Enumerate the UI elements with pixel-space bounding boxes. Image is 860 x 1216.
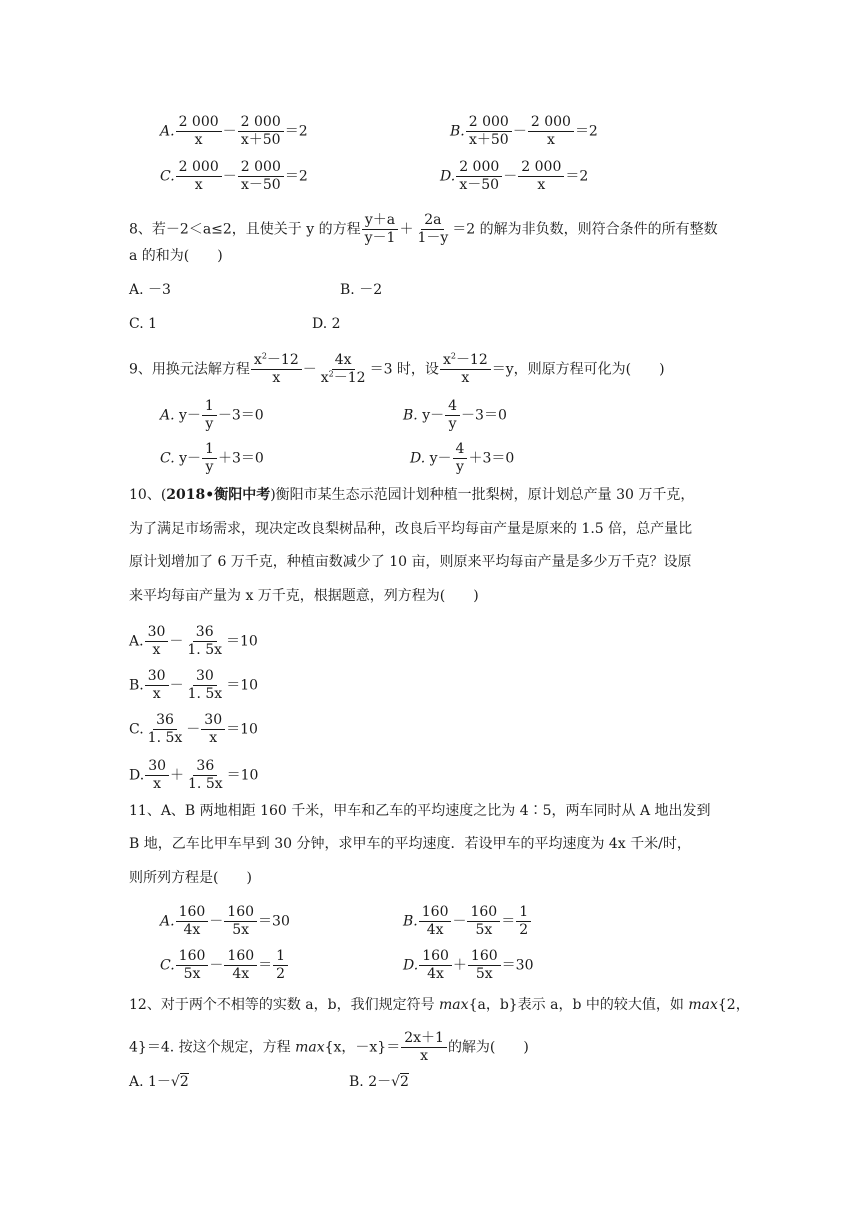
q12-stem-line1: 12、对于两个不相等的实数 a，b，我们规定符号 max{a，b}表示 a，b 中的较大值，如 max{2， (129, 997, 750, 1013)
fraction: $\frac{y+a}{y-1}$ (362, 212, 399, 247)
q7-option-b: B. $\frac{2 000}{x+50}$ － $\frac{2 000}{x}$ ＝2 (450, 114, 598, 148)
fraction: $\frac{160}{5x}$ (467, 904, 500, 939)
q9-option-a: A. y－ $\frac{1}{y}$ －3＝0 (160, 398, 264, 432)
fraction: $\frac{30}{x}$ (145, 758, 169, 793)
fraction: $\frac{2 000}{x}$ (176, 159, 222, 194)
q12-option-a: A. 1－√2 (129, 1074, 189, 1090)
fraction: $\frac{30}{x}$ (145, 624, 169, 659)
fraction: $\frac{1}{y}$ (202, 441, 217, 476)
q8-option-c: C. 1 (129, 316, 158, 332)
fraction: $\frac{2x+1}{x}$ (401, 1030, 447, 1065)
q10-option-c: C. $\frac{36}{1. 5x}$ － $\frac{30}{x}$ ＝10 (129, 712, 258, 746)
fraction: $\frac{160}{5x}$ (468, 948, 501, 983)
fraction: $\frac{2 000}{x-50}$ (456, 159, 502, 194)
q8-stem-line2: a 的和为( ) (129, 248, 223, 264)
q10-stem-line1: 10、(2018•衡阳中考)衡阳市某生态示范园计划种植一批梨树，原计划总产量 30 万千克， (129, 487, 695, 503)
q8-option-d: D. 2 (312, 316, 341, 332)
sqrt-icon: √ (170, 1074, 180, 1090)
sqrt-icon: √ (391, 1074, 401, 1090)
q9-stem: 9、用换元法解方程 $\frac{x^2-12}{x}$ － $\frac{4x}{x^2-12}$ ＝3 时，设 $\frac{x^2-12}{x}$ ＝y，则原方程可化为( ) (129, 351, 665, 386)
fraction: $\frac{36}{1. 5x}$ (187, 624, 223, 658)
fraction: $\frac{160}{4x}$ (176, 904, 209, 939)
fraction: $\frac{160}{5x}$ (224, 904, 257, 939)
q9-option-c: C. y－ $\frac{1}{y}$ ＋3＝0 (160, 441, 264, 475)
fraction: $\frac{2 000}{x+50}$ (466, 114, 512, 149)
q10-stem-line2: 为了满足市场需求，现决定改良梨树品种，改良后平均每亩产量是原来的 1.5 倍，总产量比 (129, 521, 693, 537)
q11-option-c: C. $\frac{160}{5x}$ － $\frac{160}{4x}$ ＝ $\frac{1}{2}$ (160, 948, 289, 983)
fraction: $\frac{160}{4x}$ (224, 948, 257, 983)
fraction: $\frac{2 000}{x+50}$ (238, 114, 284, 149)
fraction: $\frac{1}{2}$ (516, 904, 531, 939)
q9-option-d: D. y－ $\frac{4}{y}$ ＋3＝0 (410, 441, 515, 475)
fraction: $\frac{36}{1. 5x}$ (147, 712, 183, 746)
q7-option-a: A. $\frac{2 000}{x}$ － $\frac{2 000}{x+50}$ ＝2 (160, 114, 308, 148)
fraction: $\frac{x^2-12}{x}$ (251, 352, 302, 387)
fraction: $\frac{36}{1. 5x}$ (188, 758, 223, 792)
fraction: $\frac{4x}{x^2-12}$ (320, 352, 366, 386)
fraction: $\frac{160}{5x}$ (176, 948, 209, 983)
q8-stem: 8、若－2＜a≤2，且使关于 y 的方程 $\frac{y+a}{y-1}$ ＋ $\frac{2a}{1-y}$ ＝2 的解为非负数，则符合条件的所有整数 (129, 212, 718, 246)
fraction: $\frac{2 000}{x}$ (518, 159, 564, 194)
fraction: $\frac{1}{2}$ (273, 948, 288, 983)
fraction: $\frac{2 000}{x}$ (528, 114, 574, 149)
fraction: $\frac{2a}{1-y}$ (417, 212, 449, 246)
q12-option-b: B. 2－√2 (349, 1074, 409, 1090)
fraction: $\frac{4}{y}$ (445, 398, 460, 433)
q11-stem-line2: B 地，乙车比甲车早到 30 分钟，求甲车的平均速度．若设甲车的平均速度为 4x 千米/时， (129, 836, 691, 852)
q10-option-d: D. $\frac{30}{x}$ ＋ $\frac{36}{1. 5x}$ ＝10 (129, 758, 259, 792)
fraction: $\frac{2 000}{x-50}$ (238, 159, 284, 194)
fraction: $\frac{4}{y}$ (453, 441, 468, 476)
q10-option-b: B. $\frac{30}{x}$ － $\frac{30}{1. 5x}$ ＝10 (129, 668, 259, 702)
q11-option-d: D. $\frac{160}{4x}$ ＋ $\frac{160}{5x}$ ＝30 (403, 948, 534, 982)
fraction: $\frac{1}{y}$ (202, 398, 217, 433)
fraction: $\frac{30}{1. 5x}$ (187, 668, 223, 702)
q12-stem-line2: 4}＝4. 按这个规定，方程 max{x，－x}＝ $\frac{2x+1}{x}$ 的解为( ) (129, 1030, 529, 1064)
q7-option-c: C. $\frac{2 000}{x}$ － $\frac{2 000}{x-50}$ ＝2 (160, 159, 308, 193)
q10-stem-line4: 来平均每亩产量为 x 万千克，根据题意，列方程为( ) (129, 588, 479, 604)
fraction: $\frac{30}{x}$ (201, 712, 225, 747)
q7-option-d: D. $\frac{2 000}{x-50}$ － $\frac{2 000}{x}$ ＝2 (440, 159, 589, 193)
q11-stem-line3: 则所列方程是( ) (129, 870, 252, 886)
q9-option-b: B. y－ $\frac{4}{y}$ －3＝0 (403, 398, 507, 432)
fraction: $\frac{2 000}{x}$ (176, 114, 222, 149)
q8-option-b: B. －2 (340, 282, 383, 298)
q8-option-a: A. －3 (129, 282, 171, 298)
fraction: $\frac{x^2-12}{x}$ (440, 352, 491, 387)
fraction: $\frac{160}{4x}$ (419, 948, 452, 983)
q10-source: 2018•衡阳中考 (166, 487, 271, 503)
fraction: $\frac{30}{x}$ (145, 668, 169, 703)
fraction: $\frac{160}{4x}$ (419, 904, 452, 939)
q11-stem-line1: 11、A、B 两地相距 160 千米，甲车和乙车的平均速度之比为 4∶5，两车同时从 A 地出发到 (129, 803, 711, 819)
q11-option-b: B. $\frac{160}{4x}$ － $\frac{160}{5x}$ ＝ $\frac{1}{2}$ (403, 904, 532, 939)
q10-stem-line3: 原计划增加了 6 万千克，种植亩数减少了 10 亩，则原来平均每亩产量是多少万千克？设原 (129, 554, 692, 570)
q11-option-a: A. $\frac{160}{4x}$ － $\frac{160}{5x}$ ＝30 (160, 904, 290, 938)
q10-option-a: A. $\frac{30}{x}$ － $\frac{36}{1. 5x}$ ＝10 (129, 624, 258, 658)
